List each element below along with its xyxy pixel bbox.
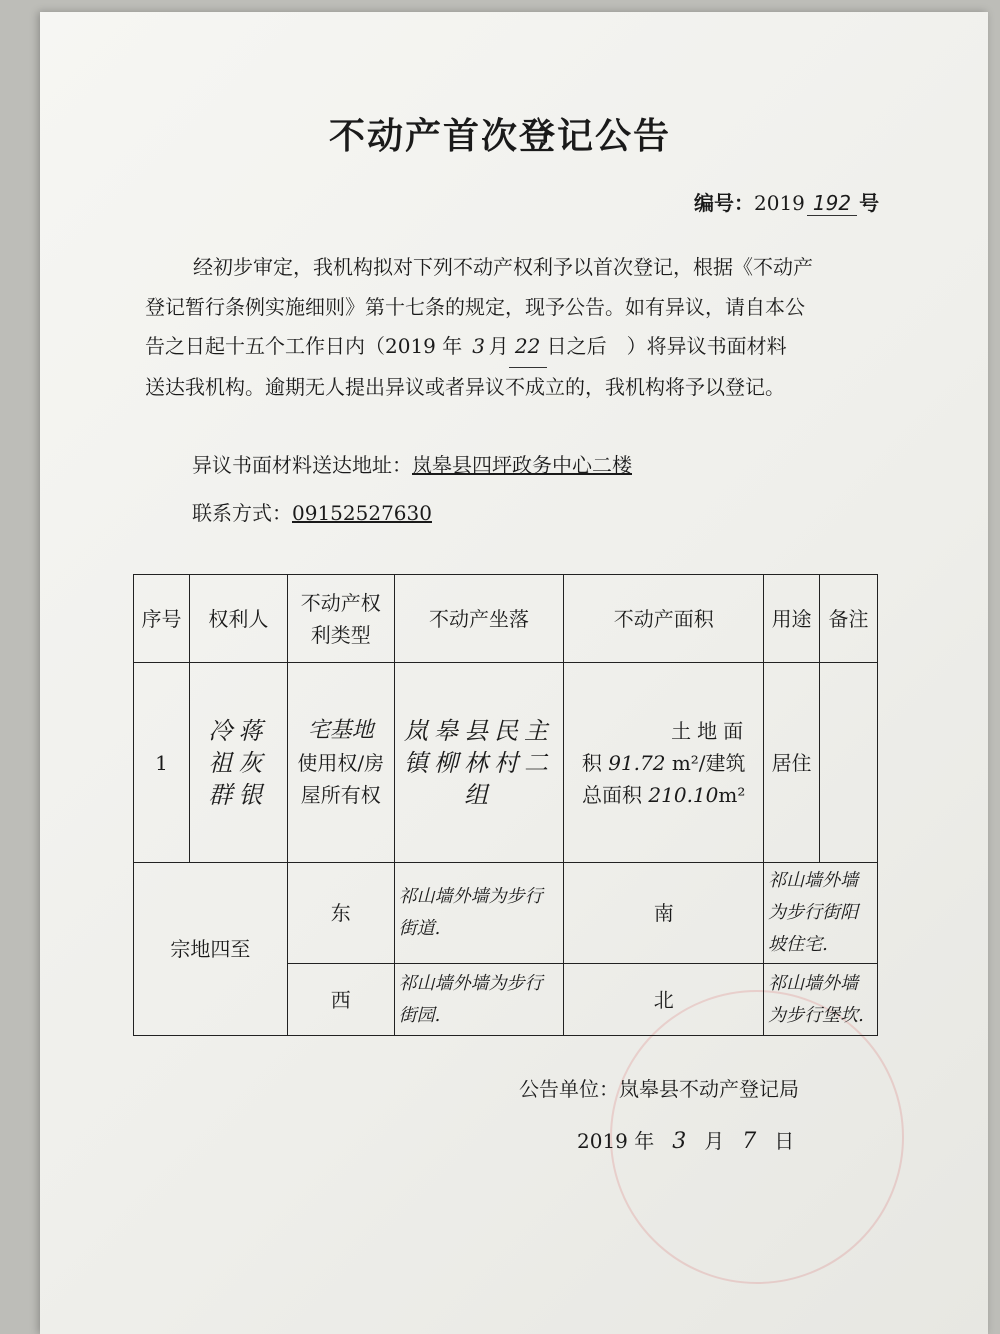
boundary-label: 宗地四至	[134, 863, 288, 1036]
row-area	[564, 663, 764, 863]
area-text-5: m²	[718, 782, 746, 807]
objection-day: 22	[509, 327, 547, 368]
para-line-1: 经初步审定，我机构拟对下列不动产权利予以首次登记，根据《不动产	[193, 255, 813, 279]
header-use: 用途	[764, 575, 820, 663]
row-type-print: 使用权/房屋所有权	[297, 750, 385, 807]
row-seq: 1	[134, 663, 190, 863]
para-line-4: 送达我机构。逾期无人提出异议或者异议不成立的，我机构将予以登记。	[145, 374, 785, 399]
table-header-row	[134, 575, 878, 663]
para-line-3	[145, 327, 885, 368]
row-type	[287, 663, 394, 863]
area-text-4: 总面积	[582, 782, 643, 807]
south-label: 南	[564, 863, 764, 964]
page-title: 不动产首次登记公告	[328, 116, 671, 157]
row-type-hand: 宅基地	[307, 717, 374, 743]
date-month-hand: 3	[672, 1129, 687, 1154]
header-note: 备注	[820, 575, 878, 663]
area-build-value: 210.10	[648, 782, 719, 807]
date-day: 日	[774, 1129, 795, 1153]
west-label: 西	[287, 964, 394, 1036]
doc-no-prefix: 编号：	[694, 191, 754, 215]
date-day-hand: 7	[742, 1129, 757, 1154]
north-label: 北	[564, 964, 764, 1036]
document-number	[694, 187, 879, 216]
header-holder: 权利人	[189, 575, 287, 663]
para-line-2: 登记暂行条例实施细则》第十七条的规定，现予公告。如有异议，请自本公	[145, 294, 805, 319]
boundary-row-1	[134, 863, 878, 964]
east-value: 祁山墙外墙为步行街道.	[394, 863, 564, 964]
doc-no-suffix: 号	[859, 191, 880, 215]
property-table	[133, 574, 878, 1036]
objection-month: 3	[472, 334, 485, 358]
unit-label: 公告单位：	[519, 1077, 619, 1101]
area-text-3: m²/建筑	[671, 750, 746, 775]
notice-paragraph	[145, 248, 885, 407]
area-land-value: 91.72	[608, 750, 666, 775]
date-year: 2019 年	[577, 1129, 655, 1153]
contact-line	[192, 497, 432, 526]
contact-value: 09152527630	[292, 501, 432, 525]
date-month: 月	[704, 1129, 725, 1153]
header-type: 不动产权利类型	[287, 575, 394, 663]
unit-value: 岚皋县不动产登记局	[619, 1077, 799, 1101]
row-use: 居住	[764, 663, 820, 863]
header-area: 不动产面积	[564, 575, 764, 663]
west-value: 祁山墙外墙为步行街园.	[394, 964, 564, 1036]
header-seq: 序号	[134, 575, 190, 663]
header-location: 不动产坐落	[394, 575, 564, 663]
address-line	[192, 449, 632, 478]
doc-no-year: 2019	[754, 191, 805, 215]
row-note	[820, 663, 878, 863]
row-location: 岚皋县民主镇柳林村二组	[394, 663, 564, 863]
address-label: 异议书面材料送达地址：	[192, 453, 412, 477]
east-label: 东	[287, 863, 394, 964]
area-text-1: 土地面	[671, 718, 750, 743]
row-holder: 冷蒋 祖灰 群银	[189, 663, 287, 863]
address-value: 岚皋县四坪政务中心二楼	[412, 453, 632, 477]
area-text-2: 积	[581, 750, 602, 775]
contact-label: 联系方式：	[192, 501, 292, 525]
para-line-3-b: 月	[488, 334, 509, 358]
north-value: 祁山墙外墙为步行堡坎.	[764, 964, 878, 1036]
doc-no-handwritten: 192	[807, 191, 857, 216]
para-line-3-a: 告之日起十五个工作日内（2019 年	[145, 334, 469, 358]
south-value: 祁山墙外墙为步行街阳坡住宅.	[764, 863, 878, 964]
issue-date	[577, 1125, 794, 1154]
para-line-3-c: 日之后 ）将异议书面材料	[546, 334, 787, 358]
table-row	[134, 663, 878, 863]
issuing-unit	[519, 1073, 799, 1102]
